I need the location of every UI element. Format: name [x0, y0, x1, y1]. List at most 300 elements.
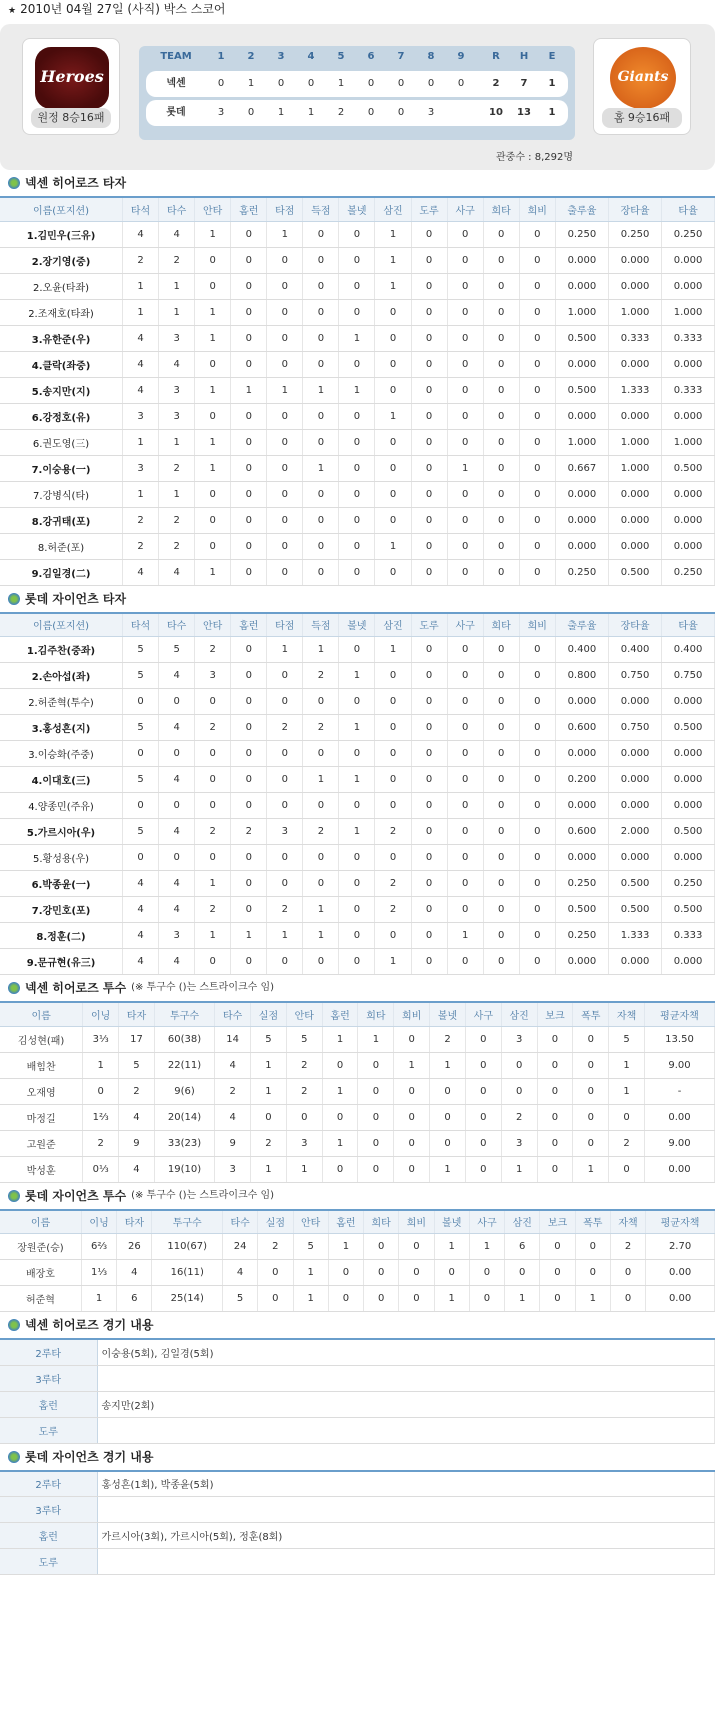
stat-cell: 3 [215, 1156, 251, 1182]
stat-cell: 4 [222, 1260, 257, 1286]
stat-cell: 1 [195, 429, 231, 455]
lotte-pitching-table [0, 1209, 715, 1313]
stat-cell: 1 [375, 247, 411, 273]
stat-cell: 0 [483, 845, 519, 871]
stat-cell: 0.250 [662, 559, 715, 585]
stat-cell: 0 [411, 273, 447, 299]
stat-cell: 0 [339, 507, 375, 533]
stat-cell: 0 [483, 221, 519, 247]
stat-cell: 0 [267, 741, 303, 767]
bullet-icon [8, 593, 20, 605]
line-score-inning: 1 [337, 78, 345, 89]
stat-cell: 0 [267, 481, 303, 507]
stat-cell: 0 [195, 767, 231, 793]
stat-cell: 1 [303, 455, 339, 481]
stat-cell: 0 [519, 507, 555, 533]
stat-cell: 0 [303, 559, 339, 585]
stat-cell: 2 [286, 1078, 322, 1104]
stat-cell: 0 [447, 819, 483, 845]
stat-cell: 0 [519, 715, 555, 741]
bullet-icon [8, 1319, 20, 1331]
line-score-header-cell: 5 [337, 51, 345, 62]
stat-cell: 1 [123, 299, 159, 325]
pitcher-name: 박성훈 [0, 1156, 83, 1182]
stat-cell: 0 [447, 481, 483, 507]
stat-cell: 0.000 [608, 845, 661, 871]
stat-cell: 0.500 [608, 559, 661, 585]
stat-cell: 0 [375, 299, 411, 325]
stat-cell: 2 [267, 715, 303, 741]
stat-cell: 4 [159, 871, 195, 897]
stat-cell: 0 [339, 481, 375, 507]
stat-cell: 2 [303, 715, 339, 741]
stat-cell: 2 [375, 897, 411, 923]
stat-cell: 0.500 [608, 897, 661, 923]
line-score-inning [446, 100, 476, 126]
stat-cell: 0 [159, 689, 195, 715]
stat-cell: 0 [358, 1078, 394, 1104]
stat-cell: 1 [375, 273, 411, 299]
stat-cell: 0.000 [662, 481, 715, 507]
table-row [0, 1391, 715, 1417]
pitcher-name: 마정길 [0, 1104, 83, 1130]
column-header: 사구 [469, 1210, 504, 1234]
stat-cell: 0 [483, 299, 519, 325]
pitcher-name: 배힘찬 [0, 1052, 83, 1078]
column-header: 희타 [364, 1210, 399, 1234]
stat-cell: 0.000 [555, 793, 608, 819]
stat-cell: 0.000 [662, 689, 715, 715]
stat-cell: 2.000 [608, 819, 661, 845]
stat-cell: 0 [339, 949, 375, 975]
stat-cell: 0 [447, 377, 483, 403]
stat-cell: 1 [159, 481, 195, 507]
stat-cell: 0 [430, 1130, 466, 1156]
stat-cell: 0 [364, 1234, 399, 1260]
stat-cell: 0.000 [555, 247, 608, 273]
stat-cell: 0 [358, 1052, 394, 1078]
stat-cell: 0 [537, 1104, 573, 1130]
stat-cell: 0 [411, 481, 447, 507]
stat-cell: 0 [394, 1026, 430, 1052]
stat-cell: 0⅓ [83, 1156, 119, 1182]
line-score-inning: 1 [277, 107, 285, 118]
stat-cell: 0 [519, 741, 555, 767]
column-header: 장타율 [608, 613, 661, 637]
stat-cell: 16(11) [152, 1260, 222, 1286]
line-score-header-cell: 6 [367, 51, 375, 62]
away-record: 원정 8승16패 [31, 108, 111, 128]
stat-cell: 3 [159, 403, 195, 429]
player-name: 2.조재호(타좌) [0, 299, 123, 325]
stat-cell: 0 [465, 1052, 501, 1078]
stat-cell: 6⅔ [81, 1234, 116, 1260]
stat-cell: 0 [519, 663, 555, 689]
column-header: 보크 [537, 1002, 573, 1026]
table-row [0, 455, 715, 481]
column-header: 실점 [258, 1210, 293, 1234]
stat-cell: 5 [609, 1026, 645, 1052]
stat-cell: 4 [123, 949, 159, 975]
stat-cell: 4 [159, 351, 195, 377]
stat-cell: 0 [447, 403, 483, 429]
stat-cell: 1 [159, 299, 195, 325]
stat-cell: 1 [81, 1286, 116, 1312]
detail-value [97, 1497, 715, 1523]
stat-cell: 2 [303, 819, 339, 845]
table-row [0, 1104, 715, 1130]
stat-cell: 0 [231, 715, 267, 741]
column-header: 안타 [195, 197, 231, 221]
stat-cell: 0 [447, 351, 483, 377]
stat-cell: 0 [83, 1078, 119, 1104]
stat-cell: 0 [267, 533, 303, 559]
table-row [0, 1234, 715, 1260]
stat-cell: 0 [303, 741, 339, 767]
stat-cell: 5 [293, 1234, 328, 1260]
stat-cell: 1⅓ [81, 1260, 116, 1286]
stat-cell: 0 [519, 897, 555, 923]
table-row [0, 1286, 715, 1312]
stat-cell: 0 [231, 767, 267, 793]
stat-cell: 0 [411, 923, 447, 949]
table-row [0, 923, 715, 949]
stat-cell: 0 [195, 949, 231, 975]
pitcher-name: 배장호 [0, 1260, 81, 1286]
stat-cell: 0 [411, 819, 447, 845]
stat-cell: 1 [195, 455, 231, 481]
column-header: 타율 [662, 613, 715, 637]
column-header: 평균자책 [646, 1210, 715, 1234]
column-header: 타수 [159, 613, 195, 637]
player-name: 5.황성용(우) [0, 845, 123, 871]
stat-cell: 0 [447, 637, 483, 663]
stat-cell: 0 [483, 273, 519, 299]
column-header: 타자 [117, 1210, 152, 1234]
stat-cell: 0.000 [662, 507, 715, 533]
stat-cell: 1 [394, 1052, 430, 1078]
stat-cell: 0 [375, 377, 411, 403]
stat-cell: 0 [411, 325, 447, 351]
bullet-icon [8, 177, 20, 189]
stat-cell: 0 [519, 871, 555, 897]
table-row [0, 559, 715, 585]
detail-value [97, 1549, 715, 1575]
detail-value [97, 1365, 715, 1391]
stat-cell: 60(38) [154, 1026, 214, 1052]
line-score-header-cell: 7 [397, 51, 405, 62]
stat-cell: 1 [303, 637, 339, 663]
stat-cell: 1 [322, 1130, 358, 1156]
column-header: 출루율 [555, 613, 608, 637]
column-header: 홈런 [231, 197, 267, 221]
stat-cell: 0 [411, 507, 447, 533]
bullet-icon [8, 982, 20, 994]
stat-cell: 2 [610, 1234, 645, 1260]
stat-cell: 0 [375, 455, 411, 481]
stat-cell: 0.500 [662, 715, 715, 741]
stat-cell: 0.000 [555, 533, 608, 559]
line-score-h: 7 [520, 78, 528, 89]
stat-cell: 0 [375, 481, 411, 507]
stat-cell: 0 [231, 559, 267, 585]
stat-cell: 1 [251, 1078, 287, 1104]
table-row [0, 871, 715, 897]
table-row [0, 1339, 715, 1365]
stat-cell: 1.000 [555, 429, 608, 455]
stat-cell: 0.400 [608, 637, 661, 663]
player-name: 2.손아섭(좌) [0, 663, 123, 689]
stat-cell: 0 [447, 897, 483, 923]
stat-cell: 0.000 [608, 689, 661, 715]
stat-cell: 0 [339, 273, 375, 299]
stat-cell: 0 [483, 325, 519, 351]
stat-cell: 0 [519, 819, 555, 845]
stat-cell: 0 [375, 429, 411, 455]
line-score-header-cell: 8 [427, 51, 435, 62]
stat-cell: 22(11) [154, 1052, 214, 1078]
table-row [0, 1260, 715, 1286]
stat-cell: 0 [519, 481, 555, 507]
stat-cell: 20(14) [154, 1104, 214, 1130]
stat-cell: 1 [501, 1156, 537, 1182]
stat-cell: 0 [303, 689, 339, 715]
stat-cell: 0 [447, 429, 483, 455]
stat-cell: 3 [286, 1130, 322, 1156]
stat-cell: 0 [447, 871, 483, 897]
stat-cell: 0.000 [608, 273, 661, 299]
stat-cell: 1 [195, 377, 231, 403]
column-header: 홈런 [231, 613, 267, 637]
stat-cell: 4 [159, 221, 195, 247]
stat-cell: 0 [483, 481, 519, 507]
stat-cell: 2 [215, 1078, 251, 1104]
stat-cell: 0 [375, 559, 411, 585]
stat-cell: 0 [540, 1260, 575, 1286]
stat-cell: 0 [573, 1104, 609, 1130]
stat-cell: 1 [375, 533, 411, 559]
table-row [0, 1130, 715, 1156]
stat-cell: 0 [267, 949, 303, 975]
table-row [0, 1497, 715, 1523]
column-header: 이닝 [81, 1210, 116, 1234]
stat-cell: 0.000 [662, 273, 715, 299]
stat-cell: 0 [519, 247, 555, 273]
stat-cell: 0.333 [662, 923, 715, 949]
home-record: 홈 9승16패 [602, 108, 682, 128]
stat-cell: 0 [483, 507, 519, 533]
stat-cell: 2 [123, 533, 159, 559]
stat-cell: 0 [447, 741, 483, 767]
stat-cell: 5 [159, 637, 195, 663]
table-row [0, 533, 715, 559]
stat-cell: 0 [394, 1156, 430, 1182]
stat-cell: 0 [339, 455, 375, 481]
stat-cell: 1 [195, 325, 231, 351]
stat-cell: 0 [537, 1130, 573, 1156]
stat-cell: 0 [267, 325, 303, 351]
stat-cell: 0.00 [644, 1156, 714, 1182]
stat-cell: 0 [411, 455, 447, 481]
stat-cell: 1 [447, 455, 483, 481]
stat-cell: 0 [195, 273, 231, 299]
stat-cell: 0 [375, 793, 411, 819]
stat-cell: 1 [195, 221, 231, 247]
stat-cell: 0 [375, 741, 411, 767]
player-name: 6.강정호(유) [0, 403, 123, 429]
stat-cell: 1.000 [608, 429, 661, 455]
stat-cell: 0 [231, 273, 267, 299]
stat-cell: 0.000 [555, 403, 608, 429]
stat-cell: 0 [411, 715, 447, 741]
page-title [0, 0, 715, 20]
stat-cell: 0.500 [555, 325, 608, 351]
column-header: 타석 [123, 197, 159, 221]
stat-cell: 0 [303, 871, 339, 897]
stat-cell: 0 [465, 1104, 501, 1130]
stat-cell: 0 [267, 429, 303, 455]
stat-cell: 0 [251, 1104, 287, 1130]
giants-logo: Giants [610, 47, 676, 109]
table-row [0, 403, 715, 429]
stat-cell: 0.00 [644, 1104, 714, 1130]
stat-cell: 110(67) [152, 1234, 222, 1260]
stat-cell: 0 [430, 1104, 466, 1130]
stat-cell: 1 [339, 663, 375, 689]
stat-cell: 2 [159, 507, 195, 533]
stat-cell: 0.250 [608, 221, 661, 247]
stat-cell: 0 [258, 1286, 293, 1312]
stat-cell: 0 [231, 793, 267, 819]
nexen-pitching-table [0, 1001, 715, 1183]
stat-cell: 0 [447, 325, 483, 351]
stat-cell: 0 [159, 793, 195, 819]
table-row [0, 793, 715, 819]
stat-cell: 3⅓ [83, 1026, 119, 1052]
stat-cell: 2 [430, 1026, 466, 1052]
stat-cell: 0 [375, 845, 411, 871]
stat-cell: 0 [483, 247, 519, 273]
stat-cell: 0 [573, 1026, 609, 1052]
stat-cell: 0.333 [662, 325, 715, 351]
stat-cell: 0.400 [555, 637, 608, 663]
line-score-e: 1 [548, 78, 556, 89]
stat-cell: 0.00 [646, 1286, 715, 1312]
stat-cell: 1 [267, 377, 303, 403]
table-row [0, 845, 715, 871]
stat-cell: 0 [411, 247, 447, 273]
stat-cell: 5 [222, 1286, 257, 1312]
score-summary [0, 24, 715, 170]
stat-cell: 1 [358, 1026, 394, 1052]
stat-cell: 4 [119, 1156, 155, 1182]
line-score-header-cell: H [519, 51, 529, 62]
stat-cell: 0 [483, 637, 519, 663]
stat-cell: 0 [123, 689, 159, 715]
stat-cell: 0.00 [646, 1260, 715, 1286]
line-score-team: 롯데 [166, 107, 186, 118]
table-row [0, 1156, 715, 1182]
line-score-inning: 0 [457, 78, 465, 89]
stat-cell: 0 [231, 247, 267, 273]
table-row [0, 481, 715, 507]
stat-cell: 0 [447, 559, 483, 585]
stat-cell: 1 [293, 1286, 328, 1312]
stat-cell: 0.250 [662, 871, 715, 897]
stat-cell: 0 [411, 793, 447, 819]
stat-cell: 4 [159, 559, 195, 585]
stat-cell: 0 [339, 221, 375, 247]
stat-cell: 0 [469, 1286, 504, 1312]
stat-cell: 33(23) [154, 1130, 214, 1156]
line-score-row [146, 100, 568, 126]
stat-cell: 0.000 [662, 741, 715, 767]
stat-cell: 0 [575, 1234, 610, 1260]
stat-cell: 0.750 [608, 663, 661, 689]
stat-cell: 2 [123, 507, 159, 533]
stat-cell: 0 [303, 481, 339, 507]
stat-cell: 1 [267, 637, 303, 663]
table-row [0, 429, 715, 455]
stat-cell: 2 [123, 247, 159, 273]
stat-cell: 0 [339, 559, 375, 585]
stat-cell: 0.000 [662, 403, 715, 429]
stat-cell: 0 [610, 1260, 645, 1286]
stat-cell: 0 [465, 1130, 501, 1156]
column-header: 희비 [519, 197, 555, 221]
stat-cell: 0 [394, 1130, 430, 1156]
stat-cell: 0 [399, 1234, 434, 1260]
column-header: 이름 [0, 1002, 83, 1026]
stat-cell: 0 [267, 663, 303, 689]
stat-cell: 5 [123, 767, 159, 793]
stat-cell: 4 [159, 949, 195, 975]
column-header: 희타 [483, 197, 519, 221]
column-header: 희타 [483, 613, 519, 637]
stat-cell: 0.000 [608, 767, 661, 793]
stat-cell: 0 [267, 403, 303, 429]
stat-cell: 0 [339, 845, 375, 871]
stat-cell: 0 [573, 1078, 609, 1104]
stat-cell: 0.333 [662, 377, 715, 403]
stat-cell: 1 [286, 1156, 322, 1182]
detail-label: 3루타 [0, 1365, 97, 1391]
stat-cell: 0 [519, 273, 555, 299]
column-header: 타자 [119, 1002, 155, 1026]
stat-cell: 0 [322, 1052, 358, 1078]
stat-cell: 1 [322, 1026, 358, 1052]
stat-cell: 0.000 [608, 351, 661, 377]
column-header: 사구 [465, 1002, 501, 1026]
stat-cell: 3 [123, 403, 159, 429]
table-row [0, 247, 715, 273]
stat-cell: 0 [303, 507, 339, 533]
stat-cell: 1 [609, 1078, 645, 1104]
stat-cell: 0 [447, 689, 483, 715]
stat-cell: 0 [434, 1260, 469, 1286]
stat-cell: 0 [339, 299, 375, 325]
stat-cell: 0 [303, 949, 339, 975]
stat-cell: 0.000 [608, 793, 661, 819]
stat-cell: 1 [303, 897, 339, 923]
stat-cell: 0 [358, 1156, 394, 1182]
stat-cell: 0.333 [608, 325, 661, 351]
stat-cell: 1.000 [608, 299, 661, 325]
stat-cell: 0 [231, 507, 267, 533]
column-header: 이닝 [83, 1002, 119, 1026]
line-score-inning: 0 [247, 107, 255, 118]
stat-cell: 1.333 [608, 377, 661, 403]
